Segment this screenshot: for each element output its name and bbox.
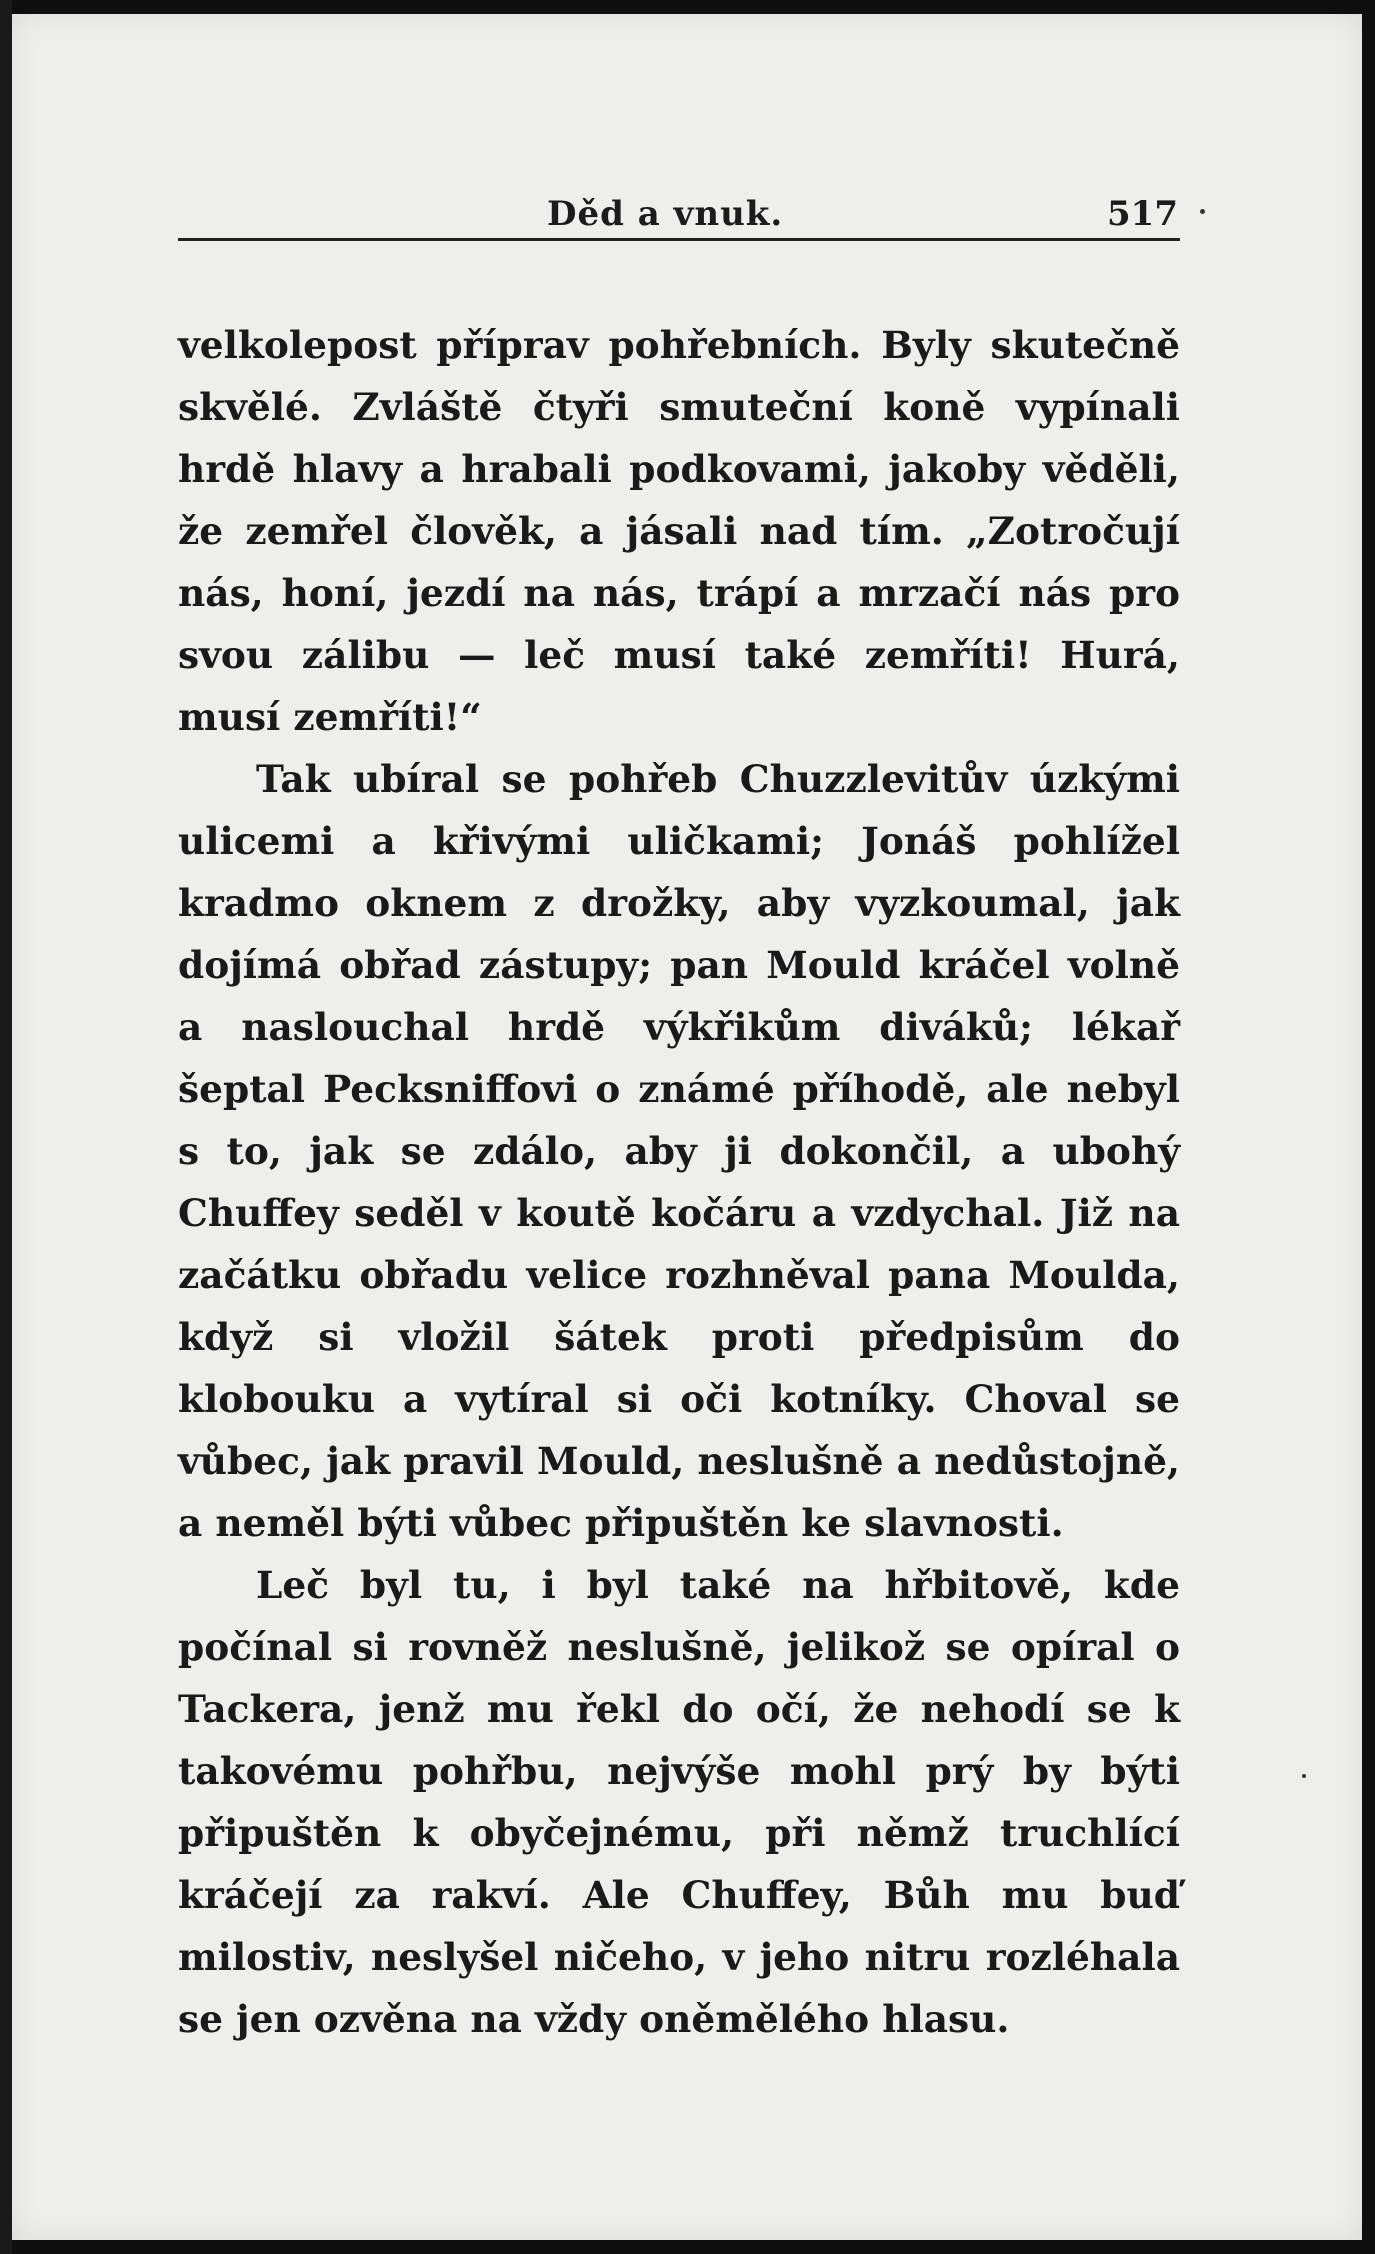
scan-speck bbox=[1200, 209, 1205, 214]
page-number: 517 bbox=[1107, 194, 1178, 234]
binding-edge bbox=[0, 0, 12, 2254]
page-header bbox=[12, 194, 1362, 254]
book-page bbox=[12, 14, 1362, 2240]
scan-speck bbox=[1302, 1774, 1306, 1778]
running-title: Děd a vnuk. bbox=[547, 194, 784, 234]
paragraph-3: Leč byl tu, i byl také na hřbitově, kde počínal si rovněž neslušně, jelikož se opíral o Tackera, jenž mu řekl do očí, že nehodí se k takovému pohřbu, nejvýše mohl prý by býti připuštěn k obyčejnému, při němž truchlící kráčejí za rakví. Ale Chuffey, Bůh mu buď milostiv, neslyšel ničeho, v jeho nitru rozléhala se jen ozvěna na vždy oněmělého hlasu. bbox=[178, 1563, 1180, 2041]
paragraph-2: Tak ubíral se pohřeb Chuzzlevitův úzkými ulicemi a křivými uličkami; Jonáš pohlížel kradmo oknem z drožky, aby vyzkoumal, jak dojímá obřad zástupy; pan Mould kráčel volně a naslouchal hrdě výkřikům diváků; lékař šeptal Pecksniffovi o známé příhodě, ale nebyl s to, jak se zdálo, aby ji dokončil, a ubohý Chuffey seděl v koutě kočáru a vzdychal. Již na začátku obřadu velice rozhněval pana Moulda, když si vložil šátek proti předpisům do klobouku a vytíral si oči kotníky. Choval se vůbec, jak pravil Mould, neslušně a nedůstojně, a neměl býti vůbec připuštěn ke slavnosti. bbox=[178, 757, 1180, 1545]
page-body bbox=[178, 314, 1180, 2050]
header-rule bbox=[178, 238, 1180, 241]
paragraph-1: velkolepost příprav pohřebních. Byly skutečně skvělé. Zvláště čtyři smuteční koně vypínali hrdě hlavy a hrabali podkovami, jakoby věděli, že zemřel člověk, a jásali nad tím. „Zotročují nás, honí, jezdí na nás, trápí a mrzačí nás pro svou zálibu — leč musí také zemříti! Hurá, musí zemříti!“ bbox=[178, 323, 1180, 739]
